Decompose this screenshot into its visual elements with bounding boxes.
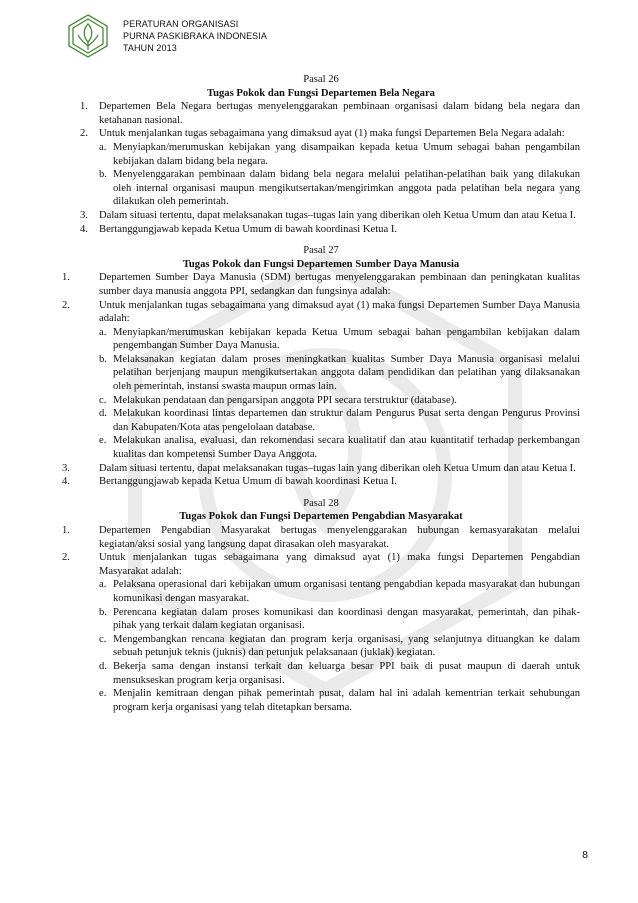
list-item (62, 299, 580, 326)
item-text: Departemen Bela Negara bertugas menyelenggarakan pembinaan organisasi dalam bidang bela negara dan ketahanan nasional. (99, 101, 580, 126)
sub-item (62, 141, 580, 168)
pasal-title: Pasal 28 (303, 497, 339, 509)
list-item (62, 462, 580, 476)
sub-item (62, 168, 580, 209)
item-number: 3. (62, 462, 70, 474)
sub-item (62, 407, 580, 434)
item-number: 1. (62, 272, 70, 284)
sub-item (62, 434, 580, 461)
sub-item (62, 578, 580, 605)
sub-letter: b. (99, 169, 107, 181)
sub-letter: a. (99, 141, 107, 153)
item-number: 2. (62, 552, 70, 564)
sub-letter: c. (99, 633, 107, 645)
sub-item (62, 353, 580, 394)
item-text: Departemen Pengabdian Masyarakat bertugas menyelenggarakan hubungan kemasyarakatan melalui kegiatan/aksi sosial yang langsung dapat dirasakan oleh masyarakat. (99, 525, 580, 550)
item-number: 2. (62, 299, 70, 311)
sub-letter: a. (99, 579, 107, 591)
list-item (62, 524, 580, 551)
page-header (66, 13, 586, 63)
item-number: 4. (80, 223, 88, 235)
header-text (123, 18, 267, 55)
pasal-28-section (62, 497, 580, 715)
item-number: 4. (62, 476, 70, 488)
list-item (62, 100, 580, 127)
page-number: 8 (582, 849, 588, 861)
sub-letter: d. (99, 660, 107, 672)
sub-letter: d. (99, 408, 107, 420)
list-item (62, 209, 580, 223)
sub-letter: e. (99, 688, 107, 700)
sub-item (62, 606, 580, 633)
pasal-27-section (62, 244, 580, 489)
document-body (62, 73, 580, 714)
pasal-subtitle: Tugas Pokok dan Fungsi Departemen Bela Negara (207, 87, 435, 99)
item-text: Bertanggungjawab kepada Ketua Umum di bawah koordinasi Ketua I. (99, 223, 398, 235)
item-text: Departemen Sumber Daya Manusia (SDM) bertugas menyelenggarakan pembinaan dan peningkatan kualitas sumber daya manusia anggota PPI, sedangkan dan fungsinya adalah: (99, 272, 580, 297)
item-number: 1. (80, 101, 88, 113)
sub-item (62, 687, 580, 714)
sub-text: Menyelenggarakan pembinaan dalam bidang bela negara melalui pelatihan-pelatihan baik yang dilakukan oleh internal organisasi maupun mengikutsertakan/mengirimkan anggota pada pelatihan bela negara yang dilakukan oleh pemerintah. (113, 169, 580, 208)
sub-text: Pelaksana operasional dari kebijakan umum organisasi tentang pengabdian kepada masyarakat dan hubungan komunikasi dengan masyarakat. (113, 579, 580, 604)
item-text: Untuk menjalankan tugas sebagaimana yang dimaksud ayat (1) maka fungsi Departemen Pengabdian Masyarakat adalah: (99, 552, 580, 577)
item-text: Dalam situasi tertentu, dapat melaksanakan tugas–tugas lain yang diberikan oleh Ketua Umum dan atau Ketua I. (99, 209, 576, 221)
sub-letter: c. (99, 394, 107, 406)
sub-letter: a. (99, 326, 107, 338)
sub-text: Menyiapkan/merumuskan kebijakan kepada Ketua Umum sebagai bahan pengambilan kebijakan dalam pengembangan Sumber Daya Manusia. (113, 326, 580, 352)
header-line-3: TAHUN 2013 (123, 43, 177, 54)
sub-text: Melakukan koordinasi lintas departemen dan struktur dalam Pengurus Pusat serta dengan Pengurus Provinsi dan Kabupaten/Kota atas pengelolaan database. (113, 408, 580, 433)
pasal-26-section (62, 73, 580, 236)
sub-item (62, 394, 580, 408)
sub-text: Mengembangkan rencana kegiatan dan program kerja organisasi, yang selanjutnya dituangkan ke dalam sebuah petunjuk teknis (juknis) dan petunjuk pelaksanaan (juklak) kegiatan. (113, 633, 580, 659)
sub-text: Menjalin kemitraan dengan pihak pemerintah pusat, dalam hal ini adalah kementrian terkait sehubungan program kerja organisasi yang telah ditetapkan bersama. (113, 688, 580, 713)
pasal-title: Pasal 27 (303, 245, 339, 257)
sub-text: Menyiapkan/merumuskan kebijakan yang disampaikan kepada ketua Umum sebagai bahan pengambilan kebijakan dalam bidang bela negara. (113, 141, 580, 167)
sub-letter: b. (99, 606, 107, 618)
list-item (62, 223, 580, 237)
organization-logo-icon (66, 13, 110, 59)
sub-text: Bekerja sama dengan instansi terkait dan keluarga besar PPI baik di pusat maupun di daerah untuk mensukseskan program kerja organisasi. (113, 660, 580, 686)
item-number: 3. (80, 209, 88, 221)
pasal-subtitle: Tugas Pokok dan Fungsi Departemen Pengabdian Masyarakat (179, 511, 463, 523)
item-number: 2. (80, 128, 88, 140)
item-text: Untuk menjalankan tugas sebagaimana yang dimaksud ayat (1) maka fungsi Departemen Bela Negara adalah: (99, 128, 565, 140)
sub-letter: b. (99, 353, 107, 365)
item-text: Untuk menjalankan tugas sebagaimana yang dimaksud ayat (1) maka fungsi Departemen Sumber Daya Manusia adalah: (99, 299, 580, 325)
sub-text: Melakukan analisa, evaluasi, dan rekomendasi secara kualitatif dan atau kuantitatif terhadap perkembangan kualitas dan kompetensi Sumber Daya Anggota. (113, 435, 580, 461)
header-line-2: PURNA PASKIBRAKA INDONESIA (123, 31, 267, 42)
list-item (62, 127, 580, 141)
pasal-title: Pasal 26 (303, 74, 339, 85)
sub-letter: e. (99, 435, 107, 447)
item-number: 1. (62, 525, 70, 536)
sub-item (62, 660, 580, 687)
list-item (62, 271, 580, 298)
sub-text: Melakukan pendataan dan pengarsipan anggota PPI secara terstruktur (database). (113, 394, 457, 406)
header-line-1: PERATURAN ORGANISASI (123, 19, 239, 29)
sub-text: Perencana kegiatan dalam proses komunikasi dan koordinasi dengan masyarakat, pemerintah, dan pihak-pihak yang terkait dalam kegiatan organisasi. (113, 606, 580, 632)
sub-text: Melaksanakan kegiatan dalam proses meningkatkan kualitas Sumber Daya Manusia organisasi melalui pelatihan berjenjang maupun mengikutsertakan anggota dalam pendidikan dan pelatihan yang dilaksanakan oleh pemerintah, instansi swasta maupun ormas lain. (113, 353, 580, 393)
item-text: Bertanggungjawab kepada Ketua Umum di bawah koordinasi Ketua I. (99, 476, 398, 488)
item-text: Dalam situasi tertentu, dapat melaksanakan tugas–tugas lain yang diberikan oleh Ketua Umum dan atau Ketua I. (99, 462, 576, 474)
sub-item (62, 633, 580, 660)
sub-item (62, 326, 580, 353)
pasal-subtitle: Tugas Pokok dan Fungsi Departemen Sumber Daya Manusia (182, 258, 460, 270)
list-item (62, 551, 580, 578)
list-item (62, 475, 580, 489)
